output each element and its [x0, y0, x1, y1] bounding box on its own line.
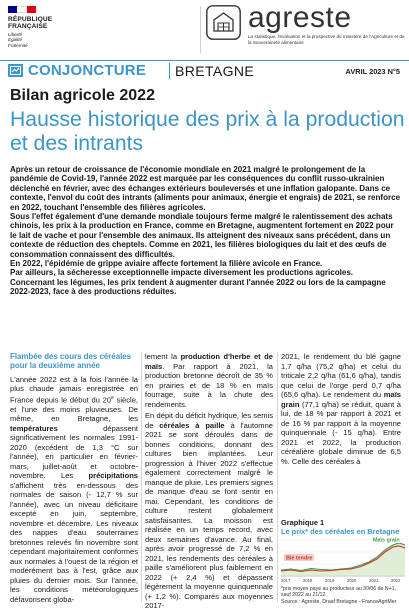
text-run: (77,1 q/ha) se réduit, quant à lui, de 18 % par rapport à 2021 et de 16 % par rapport à la moyenne quinquennale (- 15 q/ha). Entre 2021 et 2022, la production céréalière globale diminue de 6,5 %. Celle des céréales à: [281, 399, 401, 466]
body-paragraph: [145, 411, 273, 611]
text-run: s'affichent très en-dessous des normales de saison (- 12,7 % sur l'année), avec un niveau déficitaire excepté en juin, septembre, novembre et décembre. Les niveaux des nappes d'eau souterraines bretonnes relevés fin novembre sont cependant majoritairement conformes aux normales à l'ouest de la région et modérément bas à l'est, grâce aux pluies du dernier mois. Sur l'année, les conditions météorologiques défavorisent globa-: [10, 480, 138, 604]
motto-line: Égalité: [8, 37, 23, 43]
series-label-ble: Blé tendre: [286, 555, 313, 562]
text-run: siècle, et l'une des moins pluvieuses. De même, en Bretagne, les: [10, 395, 138, 424]
text-run: 2021, le rendement du blé gagne 1,7 q/ha (75,2 q/ha) et celui du triticale 2,2 q/ha (61,6 q/ha), tandis que celui de l'orge perd 0,7 q/ha (65,6 q/ha). Le rendement du: [281, 352, 401, 399]
header-divider: [200, 6, 201, 53]
lead-paragraph: Après un retour de croissance de l'économie mondiale en 2021 malgré le prolongement de la pandémie de Covid-19, l'année 2022 est marquée par les conséquences du conflit russo-ukrainien déclenché en février, avec des échanges extérieurs bouleversés et une inflation galopante. Dans ce contexte, l'envol du coût des intrants (aliments pour animaux, énergie et engrais) de 2021, se renforce en 2022, touchant l'ensemble des filières agricoles.: [10, 165, 401, 212]
motto-line: Liberté: [8, 32, 23, 37]
graph-title: Le prix* des céréales en Bretagne: [281, 526, 400, 536]
lead-paragraphs: [10, 165, 402, 297]
republic-line: FRANÇAISE: [8, 23, 48, 31]
text-run: . Par rapport à 2021, la production bretonne décroît de 35 % en prairies et de 18 % en maïs fourrage, suite à la chute des rendements.: [145, 361, 273, 409]
bold-term: céréales à paille: [159, 420, 225, 430]
republic-motto: [8, 32, 28, 48]
body-paragraph: [145, 352, 273, 409]
flag-white: [17, 6, 26, 13]
flag-blue: [8, 6, 17, 13]
x-tick-label: 2018: [303, 578, 313, 583]
page-subtitle: Bilan agricole 2022: [10, 87, 155, 104]
text-run: dépassent significativement les normales 1991-2020 (excédent de 1,3 °C sur l'année), en particulier en février-mars, juillet-août et octobre-novembre. Les: [10, 423, 138, 481]
column-rule: [141, 352, 142, 602]
agency-tagline: La statistique, l'évaluation et la prospective du ministère de l'Agriculture et de la Souveraineté alimentaire: [248, 34, 405, 45]
banner-divider: [169, 63, 170, 79]
article-column-3: [281, 352, 401, 468]
article-column-1: [10, 352, 138, 606]
cereal-price-chart: [281, 536, 405, 584]
agency-name: agreste: [248, 1, 352, 34]
graph-footnote: [281, 586, 405, 605]
series-name: CONJONCTURE: [28, 62, 147, 79]
graph-number: Graphique 1: [281, 518, 325, 527]
x-tick-label: 2017: [281, 578, 291, 583]
text-run: à l'automne 2021 se sont déroulés dans de bonnes conditions, donnant des cultures bien implantées. Leur progression à l'hiver 2022 s'effectue également correctement malgré le manque de pluie. Les premiers signes de manque d'eau se font sentir en mai. Cependant, les conditions de culture restent globalement satisfaisantes. La moisson est réalisée en un temps record, avec deux semaines d'avance. Au final, après avoir progressé de 7,2 % en 2021, les rendements des céréales à paille s'améliorent plus faiblement en 2022 (+ 2,4 %) et dépassent légèrement la moyenne quinquennale (+ 1,2 %). Comparés aux moyennes 2017-: [145, 420, 273, 610]
article-column-2: [145, 352, 273, 613]
bold-term: production d'herbe et de maïs: [145, 352, 273, 371]
flag-red: [27, 6, 36, 13]
lead-paragraph: Sous l'effet également d'une demande mondiale toujours ferme malgré le ralentissement des achats chinois, les prix à la production en France, comme en Bretagne, augmentent fortement en 2022 pour le lait de vache et pour l'ensemble des animaux. Ils atteignent des niveaux sans précédent, dans un contexte de réduction des cheptels. Comme en 2021, les filières biologiques du lait et des œufs de consommation connaissent des difficultés.: [10, 212, 394, 259]
body-paragraph: [281, 352, 401, 466]
lead-paragraph: Concernant les légumes, les prix tendent à augmenter durant l'année 2022 ou lors de la campagne 2022-2023, face à des productions réduites.: [10, 277, 386, 297]
column-rule: [277, 352, 278, 602]
text-run: L'année 2022 est à la fois l'année la plus chaude jamais enregistrée en France depuis le début du 20: [10, 374, 138, 405]
graph-note: *prix moyen payé au producteur au 30/06 de N+1, sauf 2022 au 21/12: [281, 586, 396, 599]
x-tick-label: 2022: [391, 578, 401, 583]
conjoncture-icon: [8, 64, 23, 77]
agreste-logo-icon: [206, 5, 241, 40]
page-title: Hausse historique des prix à la production et des intrants: [10, 108, 405, 155]
x-tick-label: 2019: [325, 578, 335, 583]
region-name: BRETAGNE: [175, 63, 255, 79]
x-tick-label: 2020: [347, 578, 357, 583]
french-flag: [8, 6, 36, 13]
republic-wordmark: [8, 16, 52, 30]
series-label-mais: Maïs grain: [373, 537, 400, 544]
text-run: En dépit du déficit hydrique, les semis de: [145, 411, 273, 430]
motto-line: Fraternité: [8, 42, 28, 48]
bold-term: maïs grain: [281, 390, 401, 409]
bold-term: températures: [10, 423, 58, 433]
graph-source: Source : Agreste, Draaf Bretagne - FranceAgriMer: [281, 598, 397, 605]
lead-paragraph: Par ailleurs, la sécheresse exceptionnelle impacte diversement les productions agricoles.: [10, 268, 354, 278]
graph-caption: [281, 519, 405, 536]
x-tick-label: 2021: [369, 578, 379, 583]
section-heading: Flambée des cours des céréales pour la deuxième année: [10, 352, 132, 371]
superscript: e: [111, 394, 114, 401]
issue-label: AVRIL 2023 N°5: [345, 67, 400, 76]
text-run: lement la: [145, 352, 181, 361]
republic-line: RÉPUBLIQUE: [8, 16, 53, 23]
bold-term: précipitations: [88, 471, 138, 481]
body-paragraph: [10, 375, 138, 605]
banner-rule: [0, 60, 409, 61]
lead-paragraph: En 2022, l'épidémie de grippe aviaire affecte fortement la filière avicole en France.: [10, 259, 323, 269]
